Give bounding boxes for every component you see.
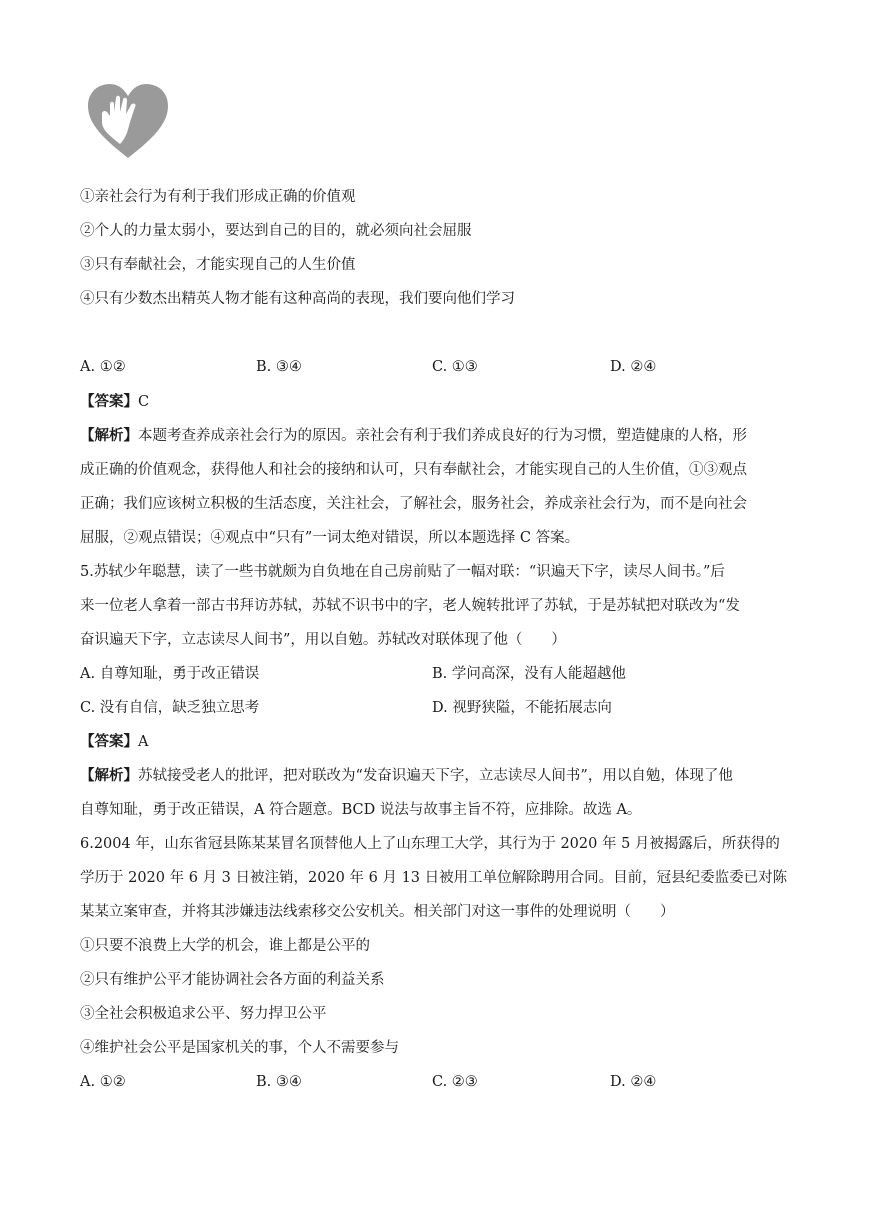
q4-option-b: B. ③④ bbox=[256, 359, 302, 375]
answer-value: A bbox=[138, 734, 149, 750]
answer-label: 【答案】 bbox=[80, 733, 138, 750]
q4-analysis-line-4: 屈服，②观点错误；④观点中“只有”一词太绝对错误，所以本题选择 C 答案。 bbox=[80, 530, 580, 546]
q5-answer bbox=[80, 732, 800, 752]
q5-stem-line-3: 奋识遍天下字，立志读尽人间书”，用以自勉。苏轼改对联体现了他（ ） bbox=[80, 632, 566, 648]
q4-statement-3: ③只有奉献社会，才能实现自己的人生价值 bbox=[80, 257, 356, 273]
q6-option-a: A. ①② bbox=[80, 1074, 126, 1090]
q6-option-b: B. ③④ bbox=[256, 1074, 302, 1090]
q6-stem-line-1: 6.2004 年，山东省冠县陈某某冒名顶替他人上了山东理工大学，其行为于 2020 年 5 月被揭露后，所获得的 bbox=[80, 836, 780, 852]
q6-option-d: D. ②④ bbox=[610, 1074, 657, 1090]
q4-statement-4: ④只有少数杰出精英人物才能有这种高尚的表现，我们要向他们学习 bbox=[80, 291, 515, 307]
q4-option-c: C. ①③ bbox=[432, 359, 478, 375]
q6-option-c: C. ②③ bbox=[432, 1074, 478, 1090]
q6-stem-line-2: 学历于 2020 年 6 月 3 日被注销，2020 年 6 月 13 日被用工单位解除聘用合同。目前，冠县纪委监委已对陈 bbox=[80, 870, 788, 886]
answer-label: 【答案】 bbox=[80, 393, 138, 410]
q5-analysis-line-1: 【解析】苏轼接受老人的批评，把对联改为“发奋识遍天下字，立志读尽人间书”，用以自勉，体现了他 bbox=[80, 767, 733, 784]
q4-analysis-line-3: 正确；我们应该树立积极的生活态度，关注社会，了解社会，服务社会，养成亲社会行为，而不是向社会 bbox=[80, 496, 747, 512]
q4-option-a: A. ①② bbox=[80, 359, 126, 375]
q5-option-c: C. 没有自信，缺乏独立思考 bbox=[80, 700, 260, 716]
analysis-label: 【解析】 bbox=[80, 767, 138, 784]
q4-statement-1: ①亲社会行为有利于我们形成正确的价值观 bbox=[80, 189, 356, 205]
q5-option-b: B. 学问高深，没有人能超越他 bbox=[432, 666, 626, 682]
q4-option-d: D. ②④ bbox=[610, 359, 657, 375]
q6-statement-4: ④维护社会公平是国家机关的事，个人不需要参与 bbox=[80, 1040, 399, 1056]
q5-stem-line-2: 来一位老人拿着一部古书拜访苏轼，苏轼不识书中的字，老人婉转批评了苏轼，于是苏轼把对联改为“发 bbox=[80, 598, 740, 614]
q6-stem-line-3: 某某立案审查，并将其涉嫌违法线索移交公安机关。相关部门对这一事件的处理说明（ ） bbox=[80, 904, 675, 920]
q5-stem-line-1: 5.苏轼少年聪慧，读了一些书就颇为自负地在自己房前贴了一幅对联：“识遍天下字，读尽人间书。”后 bbox=[80, 564, 725, 580]
q4-analysis-line-2: 成正确的价值观念，获得他人和社会的接纳和认可，只有奉献社会，才能实现自己的人生价值，①③观点 bbox=[80, 462, 747, 478]
q6-statement-2: ②只有维护公平才能协调社会各方面的利益关系 bbox=[80, 972, 385, 988]
q4-statement-2: ②个人的力量太弱小，要达到自己的目的，就必须向社会屈服 bbox=[80, 223, 472, 239]
q6-statement-1: ①只要不浪费上大学的机会，谁上都是公平的 bbox=[80, 938, 370, 954]
q6-statement-3: ③全社会积极追求公平、努力捍卫公平 bbox=[80, 1006, 327, 1022]
q5-analysis-line-2: 自尊知耻，勇于改正错误，A 符合题意。BCD 说法与故事主旨不符，应排除。故选 A。 bbox=[80, 802, 642, 818]
q5-option-a: A. 自尊知耻，勇于改正错误 bbox=[80, 666, 260, 682]
answer-value: C bbox=[138, 394, 150, 410]
q4-answer bbox=[80, 392, 800, 412]
q4-analysis-line-1: 【解析】本题考查养成亲社会行为的原因。亲社会有利于我们养成良好的行为习惯，塑造健康的人格，形 bbox=[80, 427, 747, 444]
analysis-label: 【解析】 bbox=[80, 427, 138, 444]
volunteer-heart-hand-logo bbox=[80, 72, 176, 168]
q5-option-d: D. 视野狭隘，不能拓展志向 bbox=[432, 700, 612, 716]
